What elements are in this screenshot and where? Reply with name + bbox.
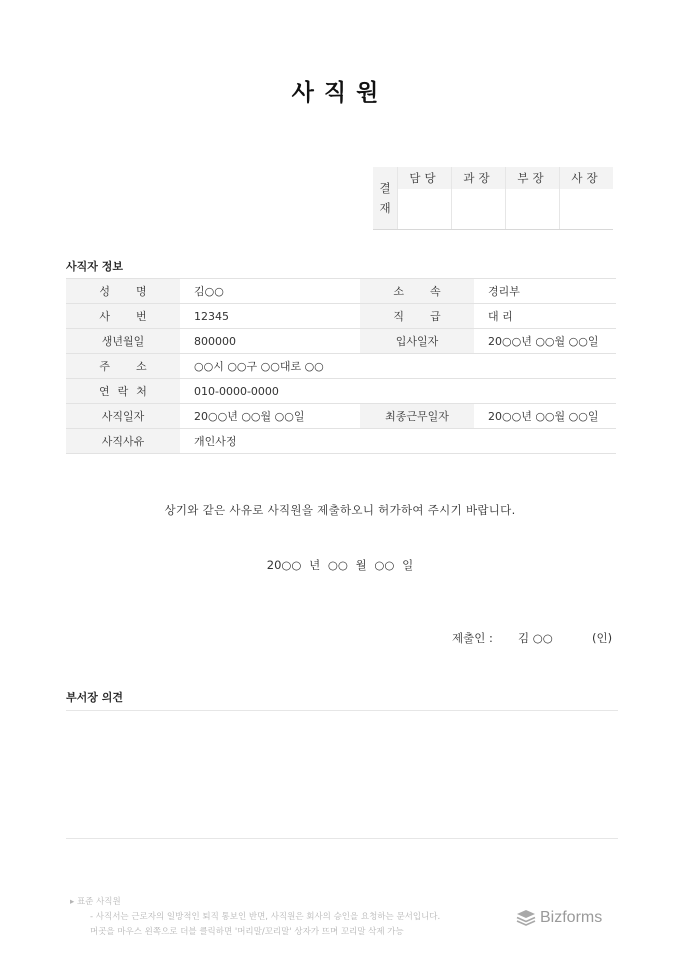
approval-header-ceo: 사장 <box>560 167 614 189</box>
table-row <box>66 354 616 379</box>
approval-sign-box-manager[interactable] <box>452 189 506 230</box>
empno-value[interactable]: 12345 <box>180 304 360 329</box>
submission-date[interactable]: 20○○ 년 ○○ 월 ○○ 일 <box>266 558 414 572</box>
bizforms-logo <box>516 909 602 927</box>
approval-header-director: 부장 <box>506 167 560 189</box>
table-row <box>66 404 616 429</box>
resignee-info-table <box>66 278 616 454</box>
last-work-date-value[interactable]: 20○○년 ○○월 ○○일 <box>474 404 616 429</box>
opinion-divider-bottom <box>66 838 618 839</box>
footer-line-1: ▸ 표준 사직원 <box>70 897 121 907</box>
approval-sign-box-director[interactable] <box>506 189 560 230</box>
approval-table <box>373 167 613 230</box>
table-row <box>66 304 616 329</box>
section-info-label: 사직자 정보 <box>66 260 123 273</box>
approval-side-label-2: 재 <box>379 201 391 215</box>
table-row <box>66 329 616 354</box>
footer-line-2: - 사직서는 근로자의 일방적인 퇴직 통보인 반면, 사직원은 회사의 승인을 요청하는 문서입니다. <box>90 912 441 922</box>
opinion-input-area[interactable] <box>66 712 618 836</box>
resign-date-label: 사직일자 <box>66 404 180 429</box>
join-date-label: 입사일자 <box>360 329 474 354</box>
approval-sign-box-staff[interactable] <box>398 189 452 230</box>
bizforms-logo-icon <box>516 909 536 927</box>
submitter-name[interactable]: 김 ○○ <box>518 631 553 645</box>
empno-label: 사번 <box>66 304 180 329</box>
position-value[interactable]: 대 리 <box>474 304 616 329</box>
birth-value[interactable]: 800000 <box>180 329 360 354</box>
document-title: 사직원 <box>291 80 389 106</box>
table-row <box>66 429 616 454</box>
submitter-label: 제출인 : <box>452 631 493 645</box>
approval-header-manager: 과장 <box>452 167 506 189</box>
position-label: 직급 <box>360 304 474 329</box>
approval-sign-box-ceo[interactable] <box>560 189 614 230</box>
dept-value[interactable]: 경리부 <box>474 279 616 304</box>
table-row <box>66 279 616 304</box>
reason-label: 사직사유 <box>66 429 180 454</box>
resign-date-value[interactable]: 20○○년 ○○월 ○○일 <box>180 404 360 429</box>
section-opinion-label: 부서장 의견 <box>66 691 123 704</box>
approval-side-label-1: 결 <box>379 181 391 195</box>
footer-note <box>70 895 440 940</box>
birth-label: 생년월일 <box>66 329 180 354</box>
submitter-line <box>452 630 612 646</box>
dept-label: 소속 <box>360 279 474 304</box>
bizforms-logo-text: Bizforms <box>540 909 603 926</box>
footer-line-3: 머곳을 마우스 왼쪽으로 더블 클릭하면 '머리말/꼬리말' 상자가 뜨며 꼬리말 삭제 가능 <box>90 927 404 937</box>
seal-mark: (인) <box>592 631 613 645</box>
name-label: 성명 <box>66 279 180 304</box>
join-date-value[interactable]: 20○○년 ○○월 ○○일 <box>474 329 616 354</box>
contact-value[interactable]: 010-0000-0000 <box>180 379 616 404</box>
approval-header-staff: 담당 <box>398 167 452 189</box>
approval-side-label <box>373 167 398 230</box>
name-value[interactable]: 김○○ <box>180 279 360 304</box>
opinion-divider-top <box>66 710 618 711</box>
address-value[interactable]: ○○시 ○○구 ○○대로 ○○ <box>180 354 616 379</box>
reason-value[interactable]: 개인사정 <box>180 429 616 454</box>
contact-label: 연락처 <box>66 379 180 404</box>
address-label: 주소 <box>66 354 180 379</box>
request-statement: 상기와 같은 사유로 사직원을 제출하오니 허가하여 주시기 바랍니다. <box>164 503 516 517</box>
last-work-date-label: 최종근무일자 <box>360 404 474 429</box>
table-row <box>66 379 616 404</box>
